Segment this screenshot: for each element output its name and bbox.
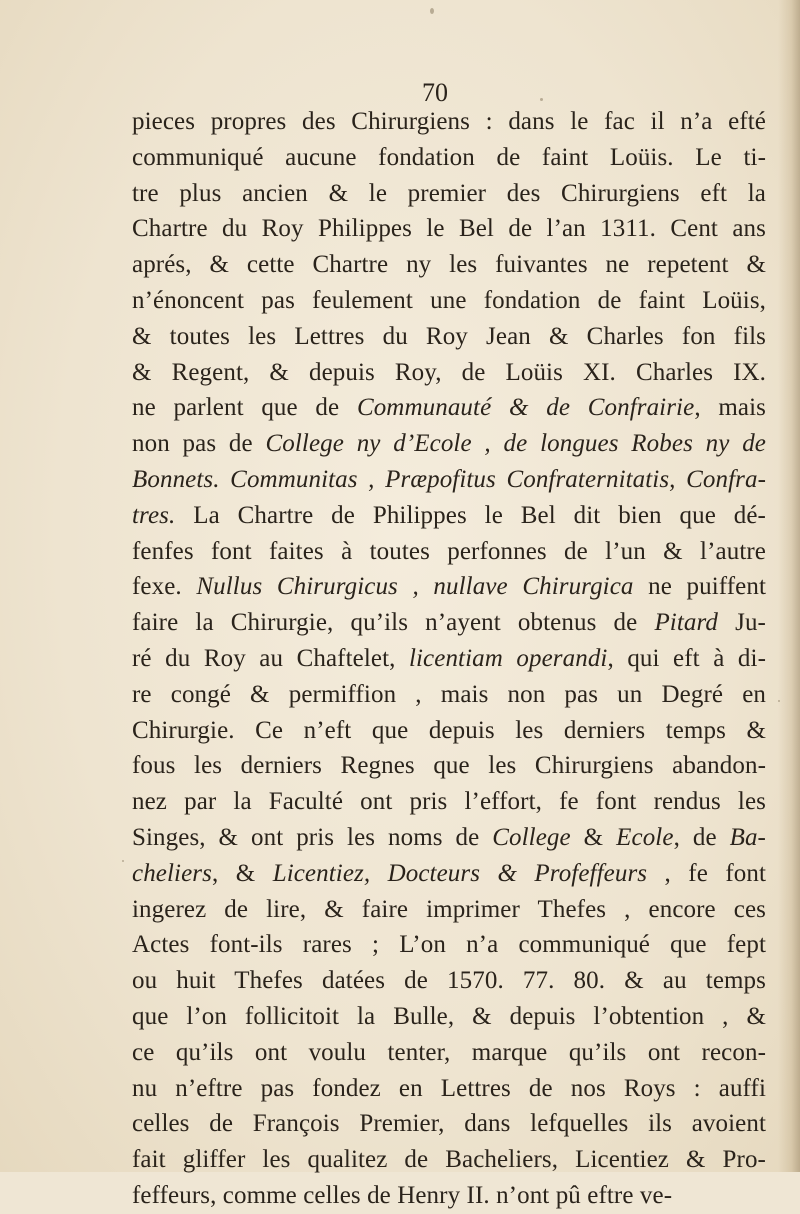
ink-speck — [430, 8, 434, 14]
italic-text: College — [492, 823, 571, 851]
text-line — [132, 283, 766, 319]
ink-speck — [122, 860, 124, 862]
text-run: faire la Chirurgie, qu’ils n’ayent obtenus de — [132, 609, 655, 637]
text-run: feffeurs, comme celles de Henry II. n’ont pû eftre ve- — [132, 1181, 673, 1209]
text-line — [132, 1142, 766, 1178]
text-run: fenfes font faites à toutes perfonnes de l’un & l’autre — [132, 537, 766, 565]
text-run: Ju- — [718, 609, 766, 637]
text-line — [132, 713, 766, 749]
italic-text: Communauté & de Confrairie — [356, 394, 695, 422]
text-line — [132, 104, 766, 140]
text-run: ingerez de lire, & faire imprimer Thefes , encore ces — [132, 895, 766, 923]
text-run: & Regent, & depuis Roy, de Loüis XI. Charles IX. — [132, 358, 766, 386]
text-run: Singes, & ont pris les noms de — [132, 823, 493, 851]
text-run: fexe. — [132, 573, 197, 601]
text-run: fous les derniers Regnes que les Chirurgiens abandon- — [132, 752, 766, 780]
text-line — [132, 856, 766, 892]
text-line — [132, 641, 766, 677]
italic-text: Ecole — [616, 823, 674, 851]
text-line — [132, 677, 766, 713]
text-line — [132, 963, 766, 999]
text-run: ré du Roy au Chaftelet, — [132, 644, 409, 672]
text-run: , fe font — [647, 859, 766, 887]
text-run: Actes font-ils rares ; L’on n’a communiqué que fept — [132, 931, 766, 959]
text-line — [132, 426, 766, 462]
page-number: 70 — [422, 78, 448, 107]
text-run: re congé & permiffion , mais non pas un Degré en — [132, 680, 766, 708]
italic-text: Nullus Chirurgicus , nullave Chirurgica — [196, 573, 634, 601]
text-line — [132, 605, 766, 641]
text-line — [132, 140, 766, 176]
italic-text: Pitard — [654, 609, 719, 637]
text-run: nez par la Faculté ont pris l’effort, fe font rendus les — [132, 788, 766, 816]
text-run: tre plus ancien & le premier des Chirurgiens eft la — [132, 179, 766, 207]
text-line — [132, 569, 766, 605]
text-run: & — [570, 823, 617, 851]
text-line — [132, 1071, 766, 1107]
text-line — [132, 999, 766, 1035]
text-run: & toutes les Lettres du Roy Jean & Charles fon fils — [132, 322, 766, 350]
text-line — [132, 748, 766, 784]
text-run: celles de François Premier, dans lefquelles ils avoient — [132, 1110, 766, 1138]
text-run: ne puiffent — [633, 573, 766, 601]
text-run: que l’on follicitoit la Bulle, & depuis l’obtention , & — [132, 1002, 766, 1030]
text-run: , de — [673, 823, 730, 851]
text-run: Chartre du Roy Philippes le Bel de l’an 1311. Cent ans — [132, 215, 766, 243]
italic-text: Bonnets. Communitas , Præpofitus Confraternitatis, Confra- — [132, 465, 766, 493]
text-run: , qui eft à di- — [607, 644, 766, 672]
text-run: ne parlent que de — [132, 394, 357, 422]
italic-text: Ba- — [729, 823, 766, 851]
italic-text: tres. — [132, 501, 176, 529]
text-line — [132, 927, 766, 963]
text-run: ou huit Thefes datées de 1570. 77. 80. & au temps — [132, 967, 766, 995]
text-line — [132, 1106, 766, 1142]
ink-speck — [778, 700, 780, 702]
text-run: aprés, & cette Chartre ny les fuivantes ne repetent & — [132, 251, 766, 279]
text-line — [132, 892, 766, 928]
text-run: pieces propres des Chirurgiens : dans le fac il n’a efté — [132, 108, 766, 135]
text-line — [132, 319, 766, 355]
text-line — [132, 176, 766, 212]
text-run: La Chartre de Philippes le Bel dit bien que dé- — [175, 501, 766, 529]
text-run: Chirurgie. Ce n’eft que depuis les derniers temps & — [132, 716, 766, 744]
text-run: , & — [211, 859, 273, 887]
text-line — [132, 1035, 766, 1071]
text-line — [132, 211, 766, 247]
text-run: n’énoncent pas feulement une fondation de faint Loüis, — [132, 286, 766, 314]
text-run: nu n’eftre pas fondez en Lettres de nos Roys : auffi — [132, 1074, 766, 1102]
text-line — [132, 784, 766, 820]
italic-text: cheliers — [132, 859, 212, 887]
text-run: fait gliffer les qualitez de Bacheliers, Licentiez & Pro- — [132, 1146, 766, 1174]
text-run: ce qu’ils ont voulu tenter, marque qu’ils ont recon- — [132, 1038, 766, 1066]
text-line — [132, 247, 766, 283]
text-line — [132, 462, 766, 498]
text-run: , mais — [694, 394, 766, 422]
italic-text: licentiam operandi — [408, 644, 608, 672]
body-text — [132, 104, 766, 1214]
text-line — [132, 1178, 766, 1214]
page-gutter-shadow — [778, 0, 800, 1172]
text-run: communiqué aucune fondation de faint Loüis. Le ti- — [132, 143, 766, 171]
text-line — [132, 498, 766, 534]
text-line — [132, 820, 766, 856]
text-run: non pas de — [132, 430, 266, 458]
text-line — [132, 390, 766, 426]
italic-text: College ny d’Ecole , de longues Robes ny de — [265, 430, 766, 458]
text-line — [132, 534, 766, 570]
italic-text: Licentiez, Docteurs & Profeffeurs — [272, 859, 648, 887]
text-line — [132, 355, 766, 391]
ink-speck — [540, 98, 543, 101]
